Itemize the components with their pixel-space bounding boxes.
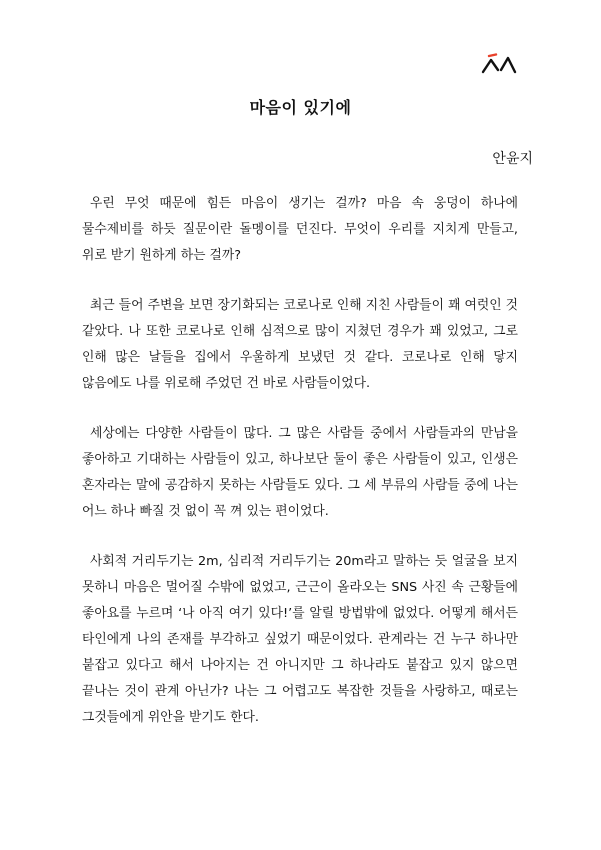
paragraph-1: 우린 무엇 때문에 힘든 마음이 생기는 걸까? 마음 속 웅덩이 하나에 물수제비를 하듯 질문이란 돌멩이를 던진다. 무엇이 우리를 지치게 만들고, 위로 받기 원하게 하는 걸까? bbox=[82, 196, 518, 263]
document-body bbox=[82, 191, 518, 755]
paragraph-2: 최근 들어 주변을 보면 장기화되는 코로나로 인해 지친 사람들이 꽤 여럿인 것 같았다. 나 또한 코로나로 인해 심적으로 많이 지쳤던 경우가 꽤 있었고, 그로 인해 많은 날들을 집에서 우울하게 보냈던 것 같다. 코로나로 인해 닿지 않음에도 나를 위로해 주었던 건 바로 사람들이었다. bbox=[82, 298, 518, 391]
document-author: 안윤지 bbox=[492, 151, 533, 167]
document-title: 마음이 있기에 bbox=[249, 98, 352, 117]
paragraph-3: 세상에는 다양한 사람들이 많다. 그 많은 사람들 중에서 사람들과의 만남을 좋아하고 기대하는 사람들이 있고, 하나보단 둘이 좋은 사람들이 있고, 인생은 혼자라는 말에 공감하지 못하는 사람들도 있다. 그 세 부류의 사람들 중에 나는 어느 하나 빠질 것 없이 꼭 껴 있는 편이었다. bbox=[82, 426, 518, 519]
paragraph-4: 사회적 거리두기는 2m, 심리적 거리두기는 20m라고 말하는 듯 얼굴을 보지 못하니 마음은 멀어질 수밖에 없었고, 근근이 올라오는 SNS 사진 속 근황들에 좋아요를 누르며 ‘나 아직 여기 있다!’를 알릴 방법밖에 없었다. 어떻게 해서든 타인에게 나의 존재를 부각하고 싶었기 때문이었다. 관계라는 건 누구 하나만 붙잡고 있다고 해서 나아지는 건 아니지만 그 하나라도 붙잡고 있지 않으면 끝나는 것이 관계 아닌가? 나는 그 어렵고도 복잡한 것들을 사랑하고, 때로는 그것들에게 위안을 받기도 한다. bbox=[82, 554, 518, 725]
brand-logo-icon bbox=[481, 52, 517, 74]
